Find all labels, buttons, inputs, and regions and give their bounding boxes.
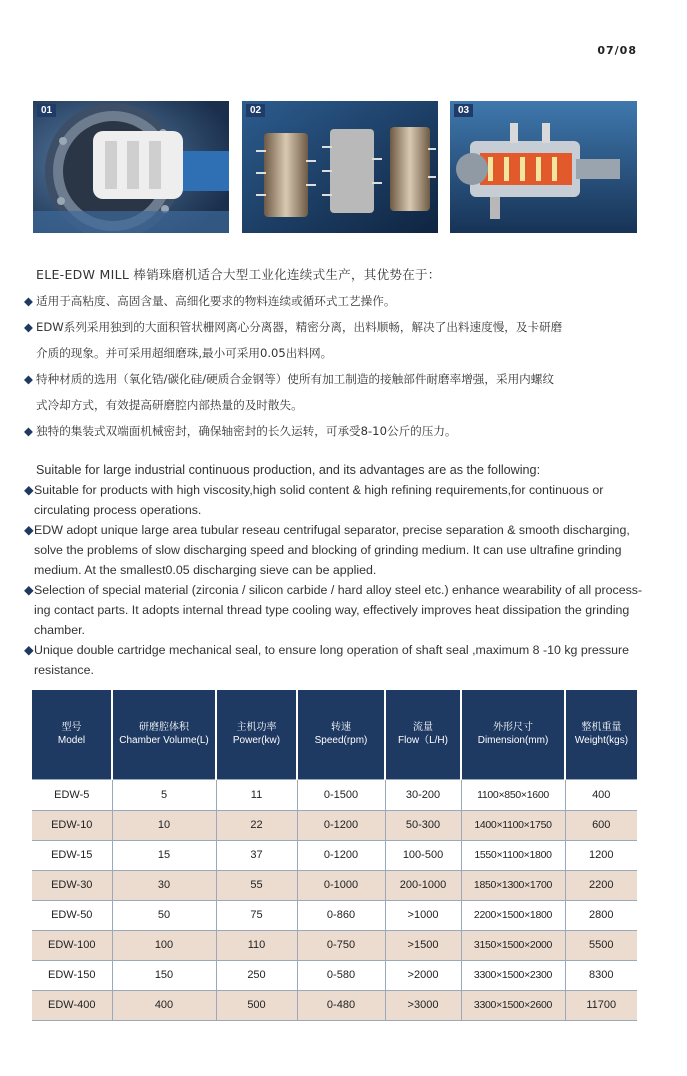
cell-weight: 2800	[565, 900, 637, 930]
cell-power: 37	[216, 840, 297, 870]
cell-weight: 11700	[565, 990, 637, 1020]
cell-model: EDW-5	[32, 779, 112, 810]
chinese-bullet: ◆ 特种材质的选用（氧化锆/碳化硅/硬质合金钢等）使所有加工制造的接触部件耐磨率增强，采用内螺纹	[24, 372, 554, 386]
cell-flow: 30-200	[385, 779, 461, 810]
cutaway-illustration	[450, 101, 637, 233]
header-chamber-volume: 研磨腔体积 Chamber Volume(L)	[112, 690, 216, 779]
cell-dimension: 3300×1500×2600	[461, 990, 565, 1020]
cell-model: EDW-30	[32, 870, 112, 900]
photo-tag: 03	[454, 104, 473, 117]
header-flow: 流量 Flow（L/H)	[385, 690, 461, 779]
cell-dimension: 3150×1500×2000	[461, 930, 565, 960]
cell-speed: 0-480	[297, 990, 385, 1020]
photo-tag: 02	[246, 104, 265, 117]
english-advantages	[24, 460, 644, 680]
cell-weight: 2200	[565, 870, 637, 900]
table-row	[32, 990, 637, 1020]
cell-flow: >1500	[385, 930, 461, 960]
english-bullet-cont: solve the problems of slow discharging speed and blocking of grinding medium. It can use ultrafine grinding	[34, 543, 622, 557]
chinese-bullet: ◆ 独特的集装式双端面机械密封，确保轴密封的长久运转，可承受8-10公斤的压力。	[24, 424, 457, 438]
cell-flow: 100-500	[385, 840, 461, 870]
pin-rotors-illustration	[242, 101, 438, 233]
chinese-bullet: ◆ EDW系列采用独到的大面积管状栅网离心分离器，精密分离，出料顺畅，解决了出料速度慢，及卡研磨	[24, 320, 563, 334]
cell-dimension: 1100×850×1600	[461, 779, 565, 810]
english-bullet-cont: ing contact parts. It adopts internal thread type cooling way, effectively improves heat dissipation the grinding	[34, 603, 630, 617]
english-bullet: ◆EDW adopt unique large area tubular reseau centrifugal separator, precise separation & smooth discharging,	[24, 523, 630, 537]
english-bullet: ◆Unique double cartridge mechanical seal, to ensure long operation of shaft seal ,maximum 8 -10 kg pressure	[24, 643, 630, 657]
cell-power: 75	[216, 900, 297, 930]
photo-strip	[33, 101, 637, 233]
specification-table	[32, 690, 637, 1021]
table-row	[32, 779, 637, 810]
cell-volume: 30	[112, 870, 216, 900]
cell-power: 250	[216, 960, 297, 990]
table-row	[32, 900, 637, 930]
cell-dimension: 2200×1500×1800	[461, 900, 565, 930]
cell-flow: >1000	[385, 900, 461, 930]
table-header-row	[32, 690, 637, 779]
cell-model: EDW-10	[32, 810, 112, 840]
cell-speed: 0-860	[297, 900, 385, 930]
cell-volume: 50	[112, 900, 216, 930]
english-bullet: ◆Suitable for products with high viscosity,high solid content & high refining requirements,for continuous or	[24, 483, 604, 497]
cell-flow: 50-300	[385, 810, 461, 840]
header-model: 型号 Model	[32, 690, 112, 779]
cell-volume: 100	[112, 930, 216, 960]
photo-pin-rotors	[242, 101, 438, 233]
photo-rotor	[33, 101, 229, 233]
table-row	[32, 810, 637, 840]
chinese-bullet-cont: 介质的现象。并可采用超细磨珠,最小可采用0.05出料网。	[36, 346, 333, 360]
cell-speed: 0-1200	[297, 810, 385, 840]
chinese-heading: ELE-EDW MILL 棒销珠磨机适合大型工业化连续式生产，其优势在于：	[36, 267, 441, 282]
cell-power: 500	[216, 990, 297, 1020]
cell-power: 11	[216, 779, 297, 810]
header-weight: 整机重量 Weight(kgs)	[565, 690, 637, 779]
english-bullet: ◆Selection of special material (zirconia / silicon carbide / hard alloy steel etc.) enhance wearability of all process-	[24, 583, 643, 597]
cell-model: EDW-150	[32, 960, 112, 990]
cell-model: EDW-400	[32, 990, 112, 1020]
table-row	[32, 930, 637, 960]
page-number: 07/08	[597, 44, 637, 57]
table-row	[32, 960, 637, 990]
cell-speed: 0-1200	[297, 840, 385, 870]
cell-flow: 200-1000	[385, 870, 461, 900]
table-row	[32, 870, 637, 900]
cell-speed: 0-1000	[297, 870, 385, 900]
english-bullet-cont: medium. At the smallest0.05 discharging sieve can be applied.	[34, 563, 377, 577]
cell-power: 22	[216, 810, 297, 840]
cell-volume: 150	[112, 960, 216, 990]
cell-speed: 0-580	[297, 960, 385, 990]
header-speed: 转速 Speed(rpm)	[297, 690, 385, 779]
chinese-bullet-cont: 式冷却方式，有效提高研磨腔内部热量的及时散失。	[36, 398, 303, 412]
cell-flow: >3000	[385, 990, 461, 1020]
cell-power: 110	[216, 930, 297, 960]
english-heading: Suitable for large industrial continuous production, and its advantages are as the following:	[36, 463, 541, 477]
english-bullet-cont: circulating process operations.	[34, 503, 202, 517]
table-row	[32, 840, 637, 870]
header-power: 主机功率 Power(kw)	[216, 690, 297, 779]
cell-speed: 0-750	[297, 930, 385, 960]
cell-volume: 15	[112, 840, 216, 870]
chinese-advantages	[24, 262, 644, 444]
english-bullet-cont: chamber.	[34, 623, 85, 637]
header-dimension: 外形尺寸 Dimension(mm)	[461, 690, 565, 779]
cell-model: EDW-15	[32, 840, 112, 870]
cell-weight: 1200	[565, 840, 637, 870]
english-bullet-cont: resistance.	[34, 663, 94, 677]
cell-speed: 0-1500	[297, 779, 385, 810]
cell-dimension: 1400×1100×1750	[461, 810, 565, 840]
cell-weight: 8300	[565, 960, 637, 990]
cell-volume: 400	[112, 990, 216, 1020]
cell-weight: 5500	[565, 930, 637, 960]
cell-flow: >2000	[385, 960, 461, 990]
cell-dimension: 1850×1300×1700	[461, 870, 565, 900]
rotor-illustration	[33, 101, 229, 233]
cell-model: EDW-50	[32, 900, 112, 930]
photo-cutaway	[450, 101, 637, 233]
cell-power: 55	[216, 870, 297, 900]
cell-volume: 5	[112, 779, 216, 810]
photo-tag: 01	[37, 104, 56, 117]
chinese-bullet: ◆ 适用于高粘度、高固含量、高细化要求的物料连续或循环式工艺操作。	[24, 294, 396, 308]
cell-weight: 600	[565, 810, 637, 840]
cell-volume: 10	[112, 810, 216, 840]
cell-dimension: 1550×1100×1800	[461, 840, 565, 870]
cell-dimension: 3300×1500×2300	[461, 960, 565, 990]
cell-model: EDW-100	[32, 930, 112, 960]
cell-weight: 400	[565, 779, 637, 810]
